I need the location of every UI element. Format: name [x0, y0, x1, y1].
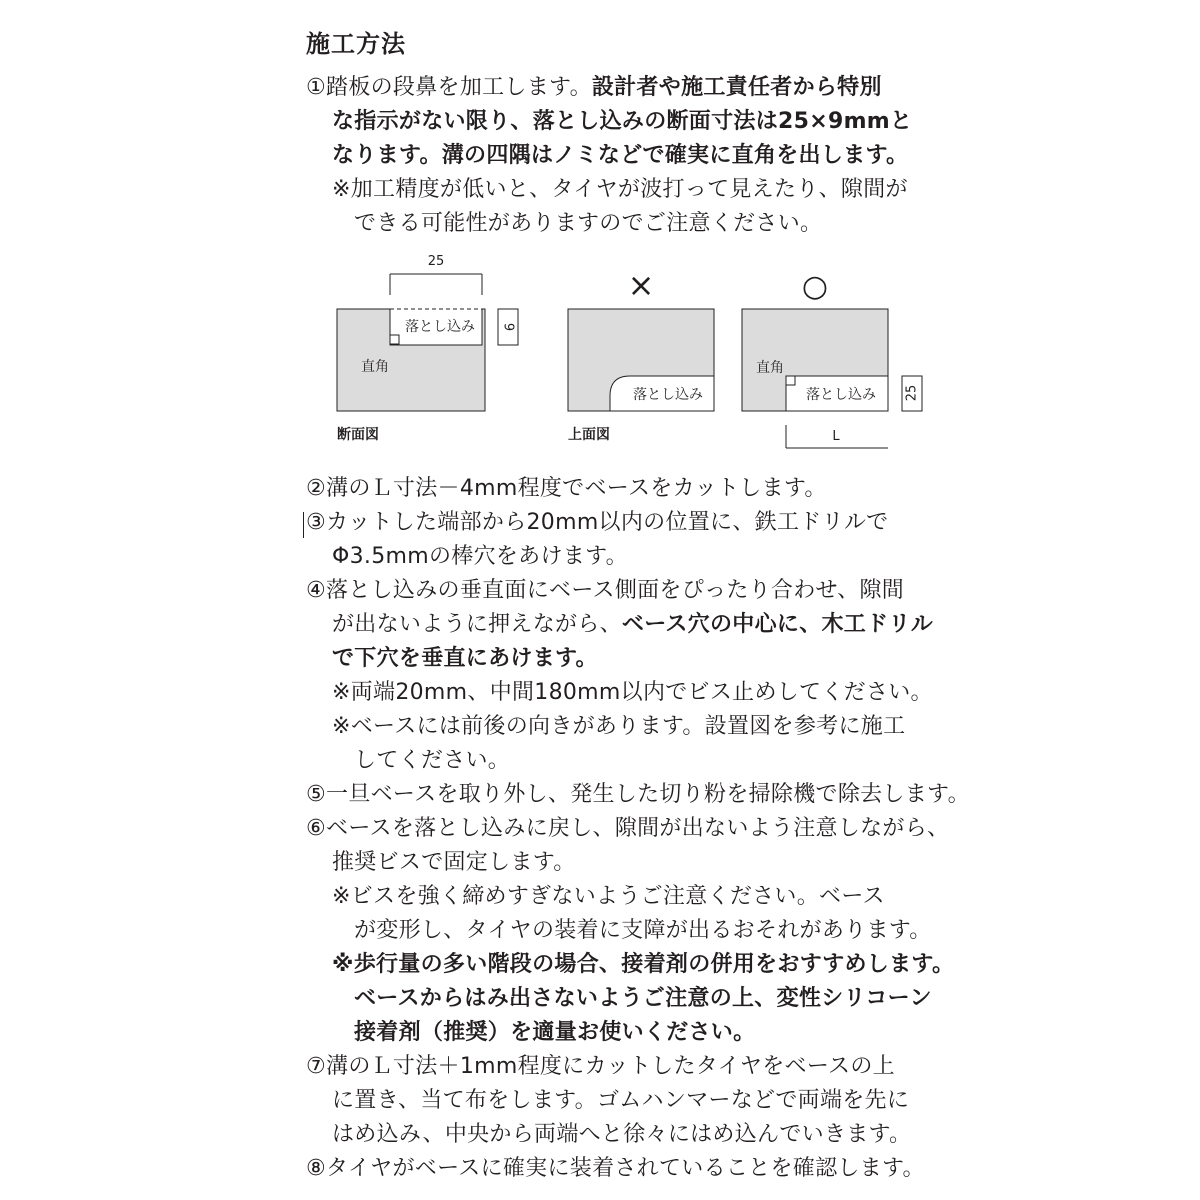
top-good-angle-label: 直角	[756, 360, 784, 376]
step-1-note-line-1: ※加工精度が低いと、タイヤが波打って見えたり、隙間が	[332, 177, 908, 202]
step-1-line-1	[306, 71, 882, 105]
top-good-dim-depth: 25	[904, 384, 920, 402]
top-view-good-diagram	[742, 269, 922, 448]
top-bad-caption: 上面図	[568, 427, 610, 443]
step-4-line-2	[332, 608, 933, 642]
step-3-line-1: ③カットした端部から20mm以内の位置に、鉄工ドリルで	[306, 510, 889, 535]
groove-diagrams	[330, 245, 930, 455]
step-8: ⑧タイヤがベースに確実に装着されていることを確認します。	[306, 1156, 925, 1181]
step-7-line-3: はめ込み、中央から両端へと徐々にはめ込んでいきます。	[332, 1122, 912, 1147]
top-view-bad-diagram	[568, 266, 714, 443]
step-6-note-2-line-2: ベースからはみ出さないようご注意の上、変性シリコーン	[354, 986, 932, 1011]
cross-mark: ×	[627, 266, 655, 304]
step-6-note-1-line-2: が変形し、タイヤの装着に支障が出るおそれがあります。	[354, 918, 932, 943]
step-4-line-1: ④落とし込みの垂直面にベース側面をぴったり合わせ、隙間	[306, 578, 905, 603]
step-1-line-3: なります。溝の四隅はノミなどで確実に直角を出します。	[332, 143, 909, 168]
section-dim-width: 25	[427, 254, 445, 269]
step-1-text: ①踏板の段鼻を加工します。	[306, 75, 592, 100]
top-good-dim-length: L	[832, 429, 840, 444]
step-4-note-1: ※両端20mm、中間180mm以内でビス止めしてください。	[332, 680, 933, 705]
step-6-line-2: 推奨ビスで固定します。	[332, 850, 576, 875]
step-5: ⑤一旦ベースを取り外し、発生した切り粉を掃除機で除去します。	[306, 782, 970, 807]
step-7-line-1: ⑦溝のＬ寸法＋1mm程度にカットしたタイヤをベースの上	[306, 1054, 895, 1079]
step-7-line-2: に置き、当て布をします。ゴムハンマーなどで両端を先に	[332, 1088, 910, 1113]
section-groove-label: 落とし込み	[405, 319, 475, 335]
step-4-line-2-text: が出ないように押えながら、	[332, 612, 622, 637]
text-cursor	[303, 512, 304, 538]
top-good-right-angle-marker	[786, 376, 795, 385]
section-caption: 断面図	[337, 427, 379, 443]
step-6-line-1: ⑥ベースを落とし込みに戻し、隙間が出ないよう注意しながら、	[306, 816, 950, 841]
section-angle-label: 直角	[361, 359, 389, 375]
step-1-note-line-2: できる可能性がありますのでご注意ください。	[354, 211, 823, 236]
section-view-diagram	[337, 254, 518, 443]
section-dim-depth: 9	[500, 322, 516, 332]
top-good-groove-label: 落とし込み	[806, 387, 876, 403]
groove-dimension: 25×9mm	[778, 109, 891, 134]
step-4-note-2-line-2: してください。	[354, 748, 511, 773]
step-6-note-1-line-1: ※ビスを強く締めすぎないようご注意ください。ベース	[332, 884, 885, 909]
circle-mark: ○	[801, 269, 829, 304]
step-4-emphasis: ベース穴の中心に、木工ドリル	[621, 612, 934, 637]
step-4-note-2-line-1: ※ベースには前後の向きがあります。設置図を参考に施工	[332, 714, 906, 739]
step-3-line-2: Φ3.5mmの棒穴をあけます。	[332, 544, 628, 569]
page-title: 施工方法	[306, 30, 406, 58]
step-1-line-2	[332, 105, 912, 139]
step-4-line-3: で下穴を垂直にあけます。	[332, 646, 598, 671]
step-6-note-2-line-1: ※歩行量の多い階段の場合、接着剤の併用をおすすめします。	[332, 952, 955, 977]
right-angle-marker	[390, 335, 399, 344]
step-1-line-2-end: と	[890, 109, 913, 134]
step-2: ②溝のＬ寸法－4mm程度でベースをカットします。	[306, 476, 827, 501]
step-1-emphasis: 設計者や施工責任者から特別	[591, 75, 882, 100]
step-6-note-2-line-3: 接着剤（推奨）を適量お使いください。	[354, 1020, 756, 1045]
top-bad-groove-label: 落とし込み	[633, 387, 703, 403]
step-1-line-2-text: な指示がない限り、落とし込みの断面寸法は	[332, 109, 779, 134]
